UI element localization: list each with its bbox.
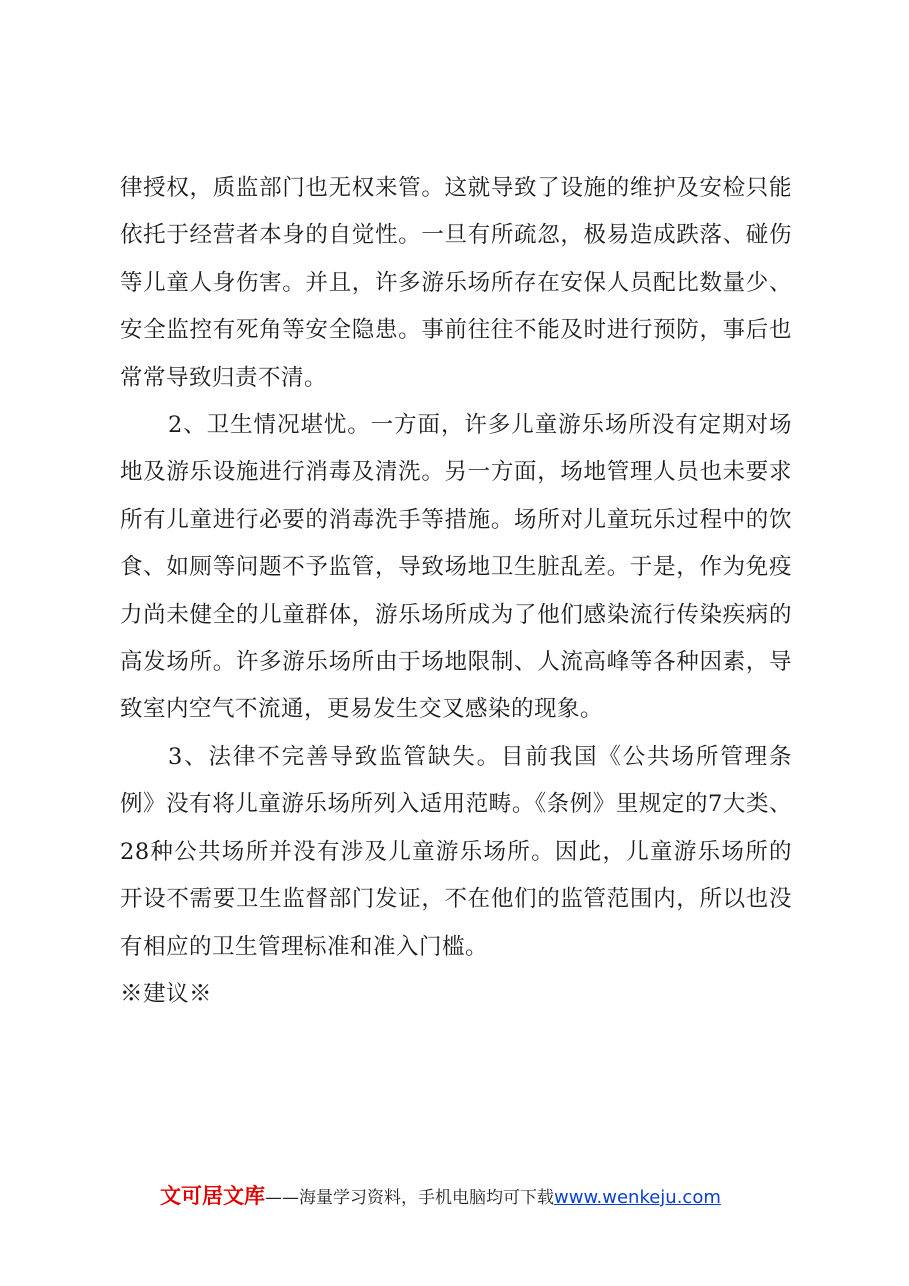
paragraph-continuation: 律授权，质监部门也无权来管。这就导致了设施的维护及安检只能依托于经营者本身的自觉性。一旦有所疏忽，极易造成跌落、碰伤等儿童人身伤害。并且，许多游乐场所存在安保人员配比数量少、安全监控有死角等安全隐患。事前往往不能及时进行预防，事后也常常导致归责不清。 [120,175,792,391]
footer-website-link[interactable]: www.wenkeju.com [554,1187,721,1208]
paragraph-law: 3、法律不完善导致监管缺失。目前我国《公共场所管理条例》没有将儿童游乐场所列入适用范畴。《条例》里规定的7大类、28种公共场所并没有涉及儿童游乐场所。因此，儿童游乐场所的开设不需要卫生监督部门发证，不在他们的监管范围内，所以也没有相应的卫生管理标准和准入门槛。 [120,743,792,960]
section-heading-suggestions: ※建议※ [120,980,213,1007]
paragraph-hygiene: 2、卫生情况堪忧。一方面，许多儿童游乐场所没有定期对场地及游乐设施进行消毒及清洗。另一方面，场地管理人员也未要求所有儿童进行必要的消毒洗手等措施。场所对儿童玩乐过程中的饮食、如厕等问题不予监管，导致场地卫生脏乱差。于是，作为免疫力尚未健全的儿童群体，游乐场所成为了他们感染流行传染疾病的高发场所。许多游乐场所由于场地限制、人流高峰等各种因素，导致室内空气不流通，更易发生交叉感染的现象。 [120,412,792,723]
footer-banner [160,1180,800,1212]
footer-tagline: ——海量学习资料，手机电脑均可下载 [265,1188,554,1208]
footer-brand: 文可居文库 [160,1184,265,1208]
document-body [120,165,792,1018]
